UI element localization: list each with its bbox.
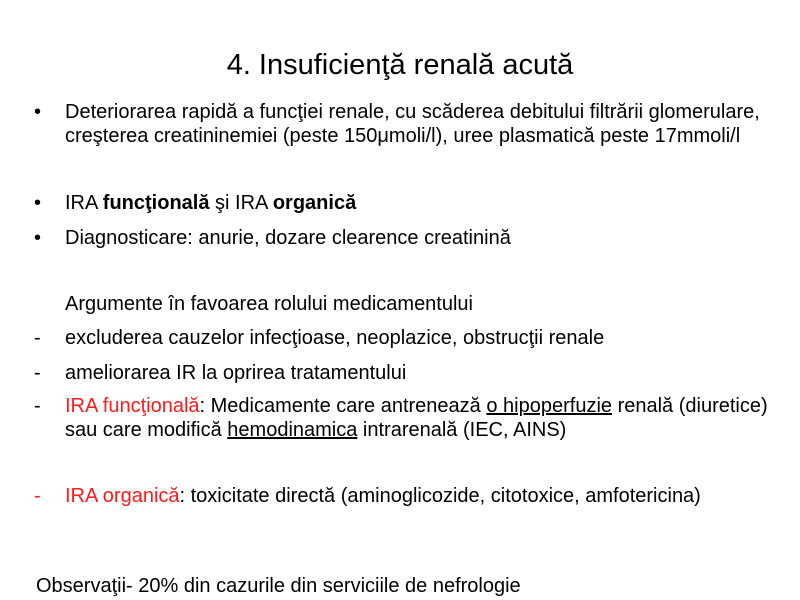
argument-heading-text: Argumente în favoarea rolului medicamentului	[65, 293, 473, 315]
underlined-term: o hipoperfuzie	[486, 395, 613, 417]
dash-text: ameliorarea IR la oprirea tratamentului	[65, 362, 407, 384]
bullet-marker: •	[34, 101, 42, 123]
bullet-text	[65, 191, 775, 215]
slide-title: 4. Insuficienţă renală acută	[226, 49, 574, 81]
bullet-marker: •	[34, 192, 42, 214]
dash-marker: -	[34, 362, 41, 384]
dash-text-part: : Medicamente care antrenează	[199, 395, 487, 417]
dash-marker: -	[34, 395, 41, 417]
bullet-text-part: IRA	[65, 192, 103, 214]
bullet-text: Deteriorarea rapidă a funcţiei renale, cu scăderea debitului filtrării glomerulare, creşterea creatininemiei (peste 150μmoli/l), uree plasmatică peste 17mmoli/l	[65, 101, 760, 147]
dash-text-part: renală (diuretice) sau care modifică	[65, 395, 768, 441]
red-term: IRA funcţională	[65, 395, 200, 417]
dash-text	[65, 484, 775, 508]
dash-text-part: : toxicitate directă (aminoglicozide, citotoxice, amfotericina)	[179, 485, 701, 507]
bullet-text: Diagnosticare: anurie, dozare clearence creatinină	[65, 227, 511, 249]
dash-text-part: intrarenală (IEC, AINS)	[357, 419, 567, 441]
observation-line: Observaţii- 20% din cazurile din serviciile de nefrologie	[36, 575, 521, 597]
bullet-text-part: şi IRA	[209, 192, 273, 214]
bullet-bold-term: funcţională	[102, 192, 210, 214]
bullet-marker: •	[34, 227, 42, 249]
dash-text: excluderea cauzelor infecţioase, neoplazice, obstrucţii renale	[65, 327, 605, 349]
red-term: IRA organică	[65, 485, 180, 507]
dash-marker: -	[34, 327, 41, 349]
underlined-term: hemodinamica	[227, 419, 358, 441]
dash-marker: -	[34, 485, 41, 507]
bullet-bold-term: organică	[272, 192, 357, 214]
dash-text	[65, 394, 775, 442]
